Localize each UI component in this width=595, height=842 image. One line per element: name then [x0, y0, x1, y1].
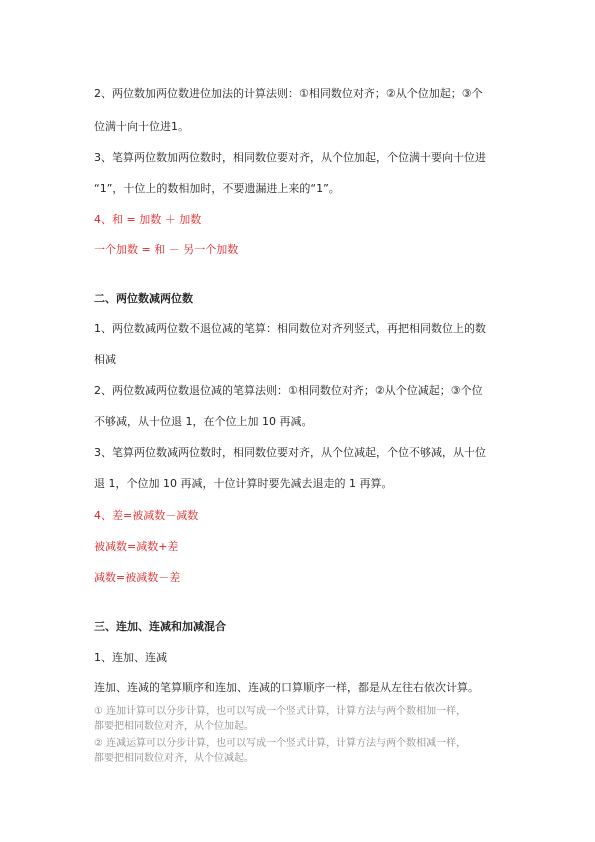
section-heading-subtraction: 二、两位数减两位数 — [94, 292, 193, 305]
subtraction-formula-difference: 4、差=被减数－减数 — [94, 509, 199, 522]
addition-carry-rule-line-1: 2、两位数加两位数进位加法的计算法则：①相同数位对齐；②从个位加起；③个 — [94, 87, 483, 100]
subtraction-no-borrow-line-2: 相减 — [94, 353, 116, 366]
addition-column-rule-line-2: “1”，十位上的数相加时，不要遗漏进上来的“1”。 — [94, 182, 340, 195]
subsection-consecutive: 1、连加、连减 — [94, 651, 167, 664]
subtraction-formula-subtrahend: 减数=被减数－差 — [94, 571, 181, 584]
addition-column-rule-line-1: 3、笔算两位数加两位数时，相同数位要对齐，从个位加起，个位满十要向十位进 — [94, 151, 486, 164]
addition-formula-addend: 一个加数 = 和 － 另一个加数 — [94, 243, 239, 256]
note-consecutive-subtraction-line-1: ② 连减运算可以分步计算，也可以写成一个竖式计算，计算方法与两个数相减一样， — [94, 738, 467, 749]
note-consecutive-subtraction-line-2: 都要把相同数位对齐，从个位减起。 — [94, 753, 254, 764]
addition-carry-rule-line-2: 位满十向十位进1。 — [94, 120, 189, 133]
note-consecutive-addition-line-2: 都要把相同数位对齐，从个位加起。 — [94, 721, 254, 732]
subtraction-borrow-rule-line-1: 2、两位数减两位数退位减的笔算法则：①相同数位对齐；②从个位减起；③个位 — [94, 384, 483, 397]
subtraction-formula-minuend: 被减数=减数+差 — [94, 540, 179, 553]
subtraction-column-rule-line-2: 退 1，个位加 10 再减，十位计算时要先减去退走的 1 再算。 — [94, 477, 393, 490]
subtraction-no-borrow-line-1: 1、两位数减两位数不退位减的笔算：相同数位对齐列竖式，再把相同数位上的数 — [94, 322, 486, 335]
subtraction-borrow-rule-line-2: 不够减，从十位退 1，在个位上加 10 再减。 — [94, 415, 313, 428]
consecutive-order-description: 连加、连减的笔算顺序和连加、连减的口算顺序一样，都是从左往右依次计算。 — [94, 681, 479, 694]
addition-formula-sum: 4、和 = 加数 ＋ 加数 — [94, 213, 202, 226]
note-consecutive-addition-line-1: ① 连加计算可以分步计算，也可以写成一个竖式计算，计算方法与两个数相加一样， — [94, 706, 467, 717]
section-heading-mixed: 三、连加、连减和加减混合 — [94, 620, 226, 633]
subtraction-column-rule-line-1: 3、笔算两位数减两位数时，相同数位要对齐，从个位减起，个位不够减，从十位 — [94, 446, 486, 459]
